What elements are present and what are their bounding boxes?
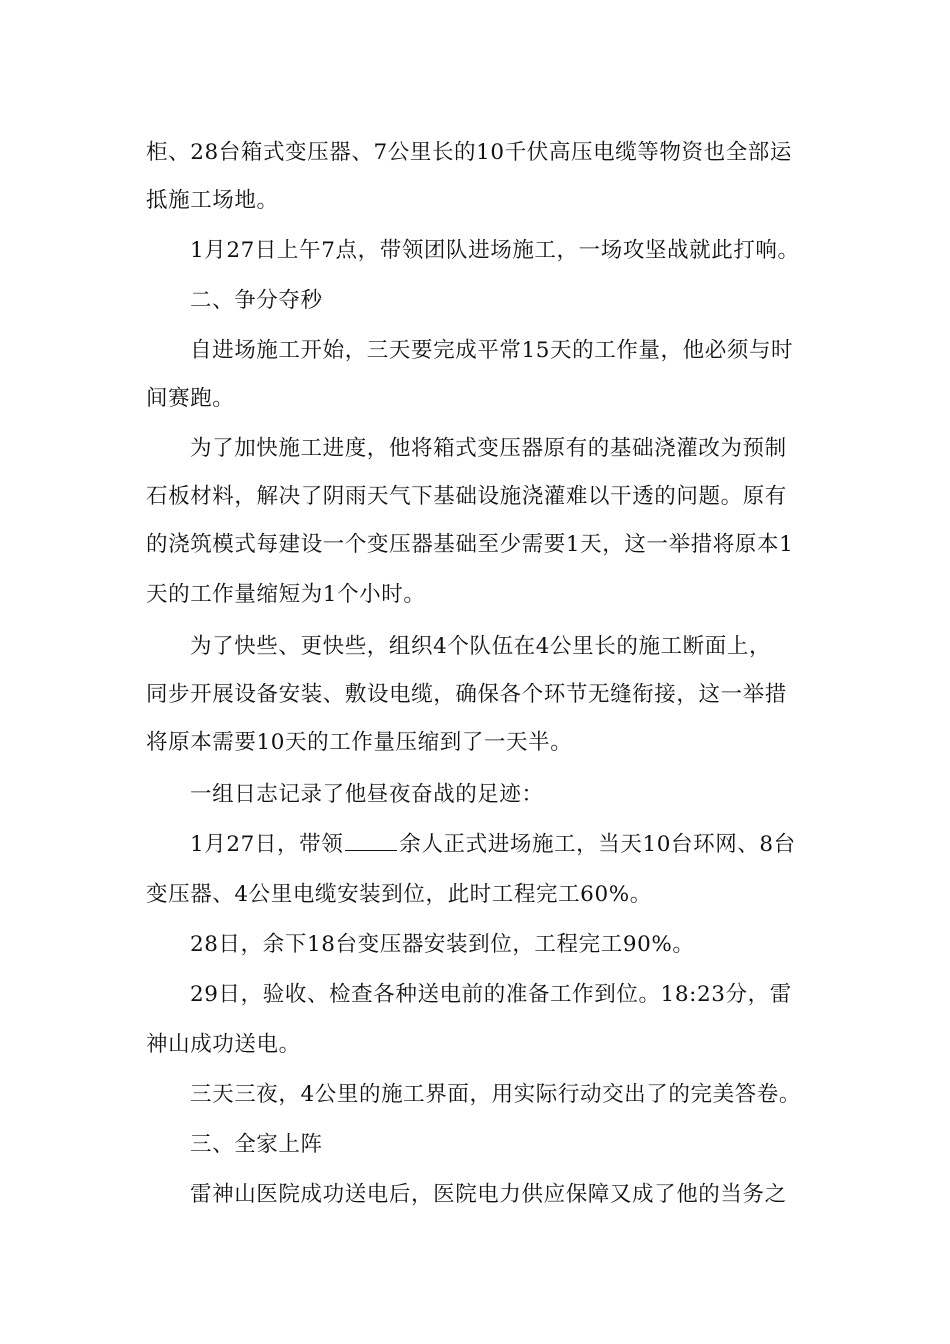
log-day1-text-b: 余人正式进场施工，当天10台环网、8台 bbox=[399, 832, 796, 857]
paragraph-log-day3-line-2: 神山成功送电。 bbox=[146, 1032, 301, 1057]
paragraph-log-day1-line-2: 变压器、4公里电缆安装到位，此时工程完工60%。 bbox=[146, 882, 652, 907]
paragraph-progress-line-3: 的浇筑模式每建设一个变压器基础至少需要1天，这一举措将原本1 bbox=[146, 532, 794, 557]
paragraph-teams-line-2: 同步开展设备安装、敷设电缆，确保各个环节无缝衔接，这一举措 bbox=[146, 682, 787, 707]
paragraph-start-date: 1月27日上午7点，带领团队进场施工，一场攻坚战就此打响。 bbox=[190, 238, 800, 263]
paragraph-progress-line-1: 为了加快施工进度，他将箱式变压器原有的基础浇灌改为预制 bbox=[190, 436, 787, 461]
paragraph-log-intro: 一组日志记录了他昼夜奋战的足迹： bbox=[190, 782, 544, 807]
paragraph-materials-line-2: 抵施工场地。 bbox=[146, 188, 279, 213]
section-heading-2: 二、争分夺秒 bbox=[190, 288, 323, 313]
section-heading-3: 三、全家上阵 bbox=[190, 1132, 323, 1157]
paragraph-progress-line-4: 天的工作量缩短为1个小时。 bbox=[146, 582, 426, 607]
paragraph-progress-line-2: 石板材料，解决了阴雨天气下基础设施浇灌难以干透的问题。原有 bbox=[146, 484, 787, 509]
paragraph-race-line-1: 自进场施工开始，三天要完成平常15天的工作量，他必须与时 bbox=[190, 338, 794, 363]
fill-in-blank bbox=[345, 832, 397, 851]
paragraph-log-day3-line-1: 29日，验收、检查各种送电前的准备工作到位。18:23分，雷 bbox=[190, 982, 792, 1007]
log-day1-text-a: 1月27日，带领 bbox=[190, 832, 344, 857]
paragraph-log-day1-line-1 bbox=[190, 830, 816, 860]
paragraph-power-supply-line-1: 雷神山医院成功送电后，医院电力供应保障又成了他的当务之 bbox=[190, 1182, 787, 1207]
paragraph-materials-line-1: 柜、28台箱式变压器、7公里长的10千伏高压电缆等物资也全部运 bbox=[146, 140, 792, 165]
paragraph-teams-line-1: 为了快些、更快些，组织4个队伍在4公里长的施工断面上， bbox=[190, 634, 772, 659]
paragraph-summary: 三天三夜，4公里的施工界面，用实际行动交出了的完美答卷。 bbox=[190, 1082, 801, 1107]
paragraph-race-line-2: 间赛跑。 bbox=[146, 386, 235, 411]
paragraph-log-day2: 28日，余下18台变压器安装到位，工程完工90%。 bbox=[190, 932, 695, 957]
paragraph-teams-line-3: 将原本需要10天的工作量压缩到了一天半。 bbox=[146, 730, 573, 755]
